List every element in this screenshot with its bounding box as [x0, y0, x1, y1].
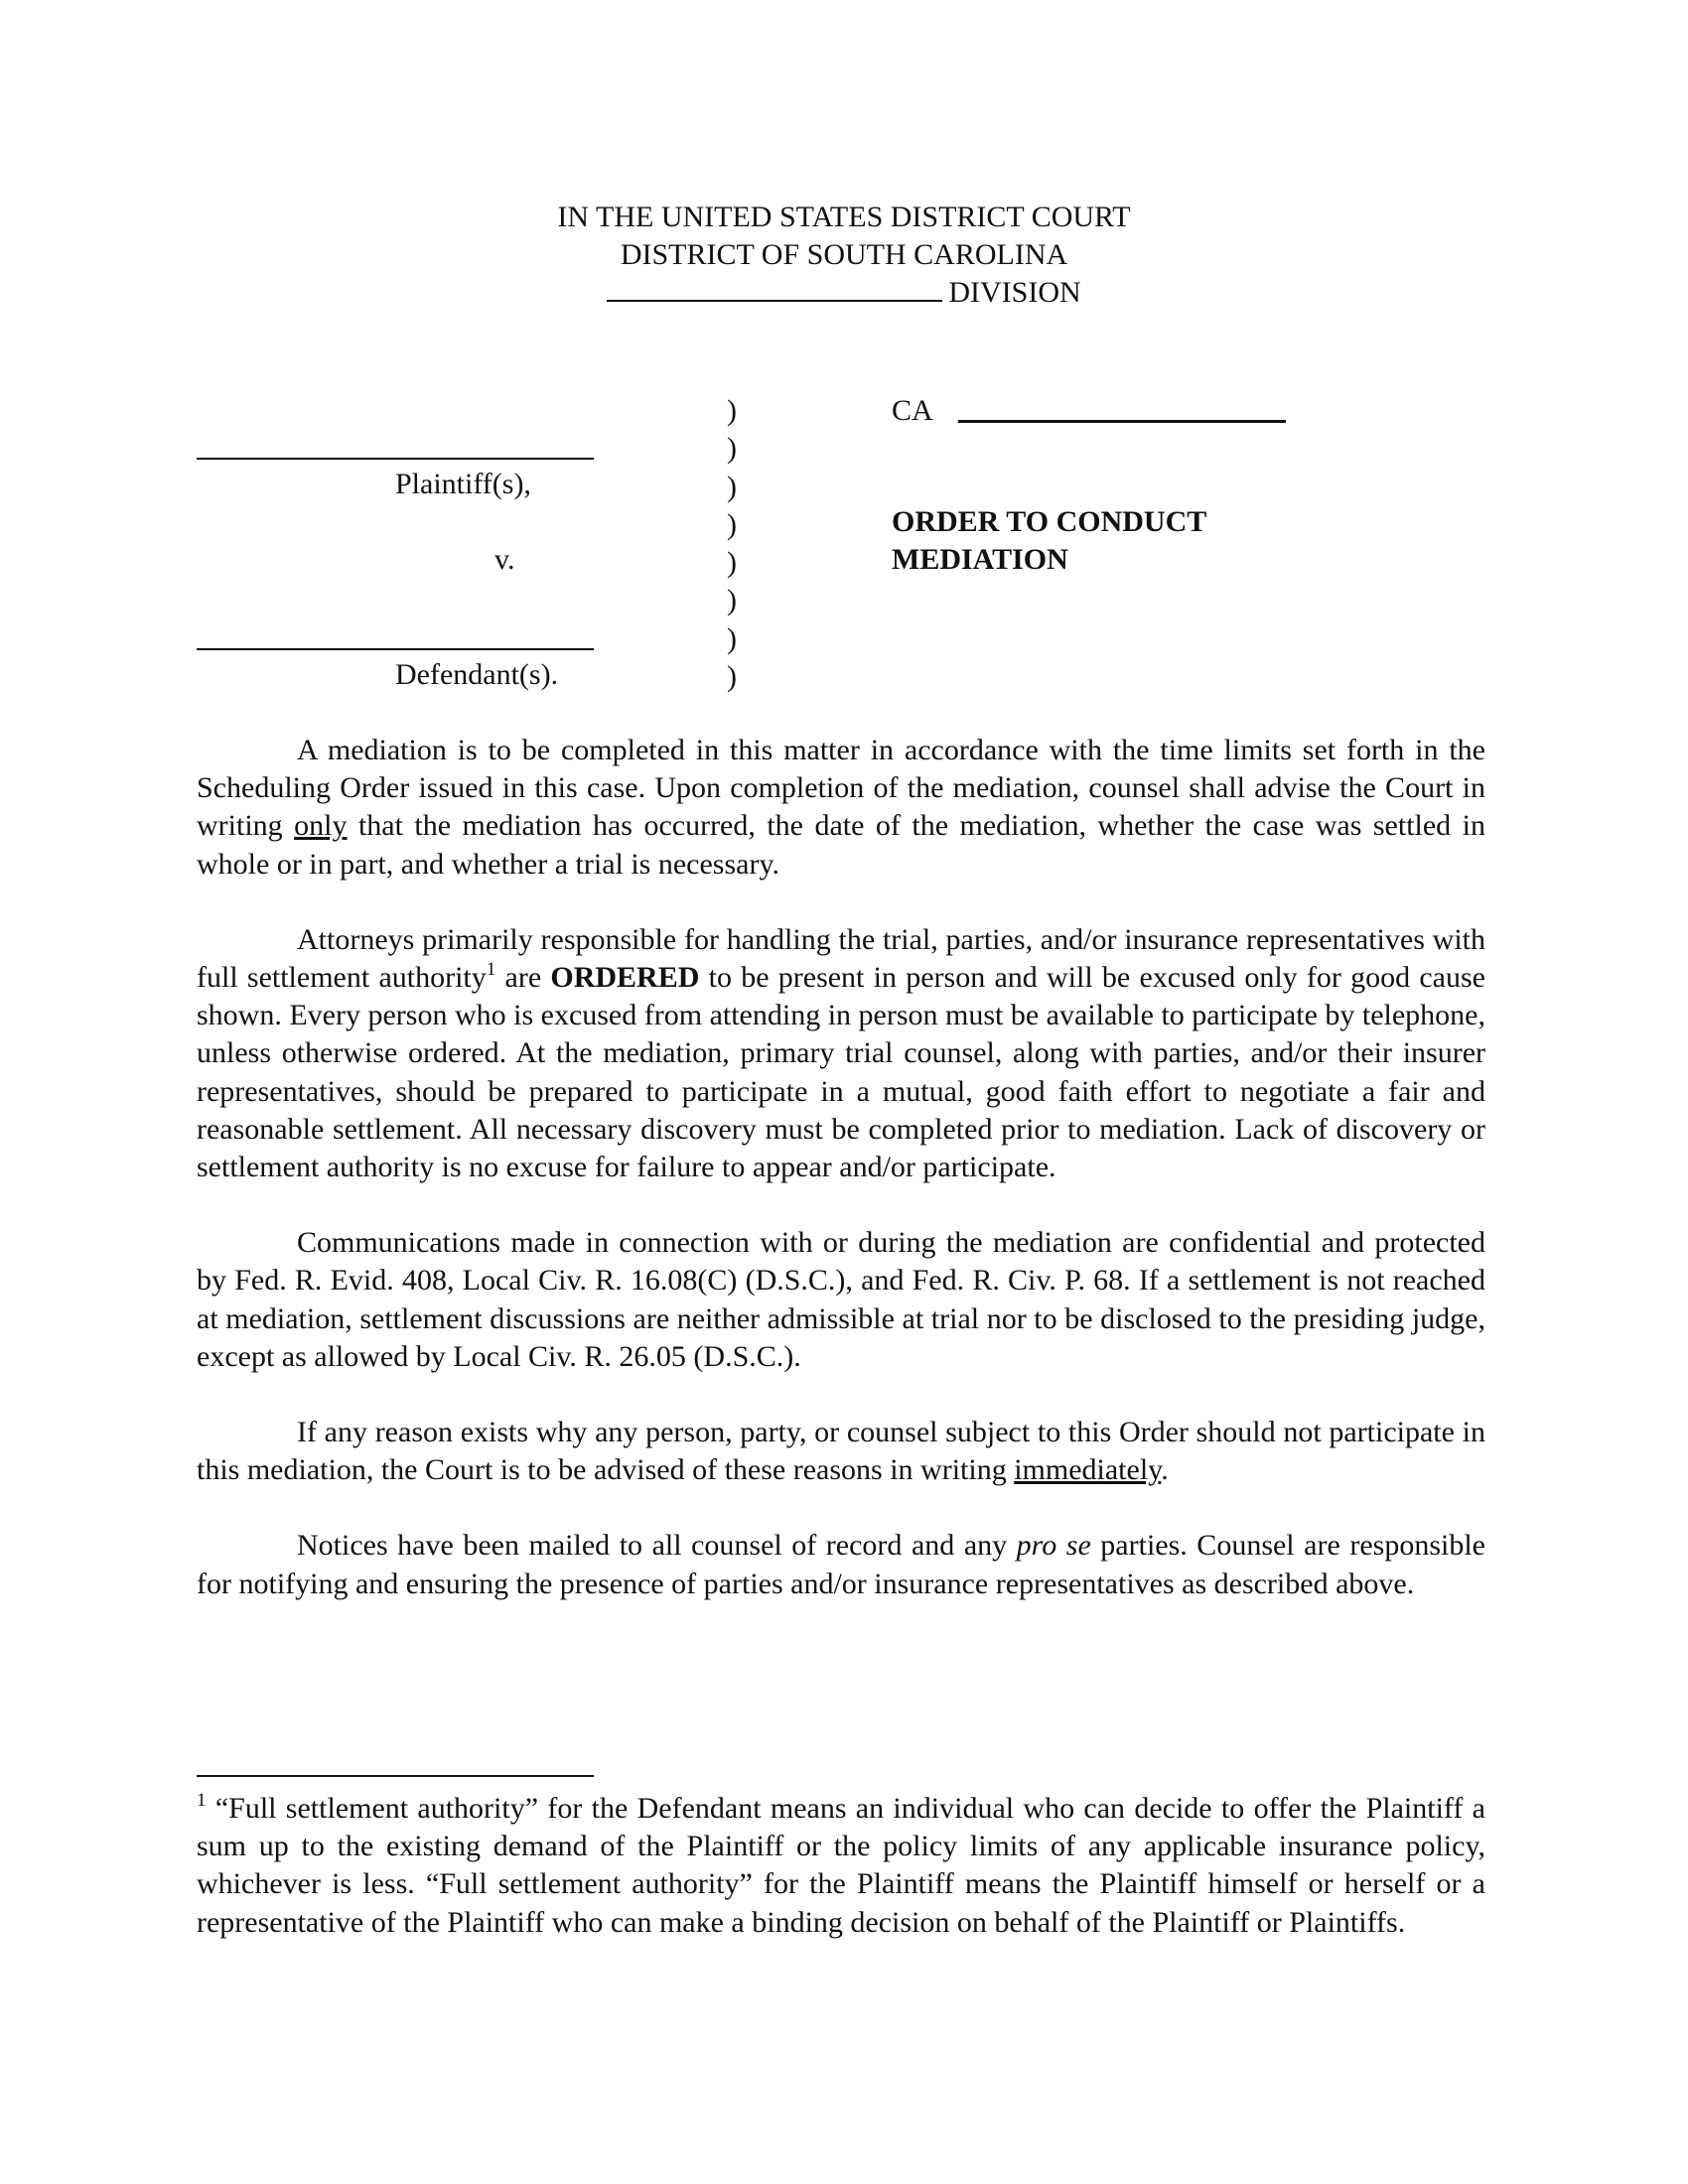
- paragraph-1-text-b: that the mediation has occurred, the date of the mediation, whether the case was settled in whole or in part, and whether a trial is necessary.: [197, 809, 1485, 881]
- defendant-blank-line: [197, 648, 594, 650]
- paragraph-1: [197, 732, 1485, 884]
- case-caption: [0, 392, 1688, 700]
- versus-label: v.: [494, 543, 515, 576]
- defendant-label: Defendant(s).: [395, 658, 559, 691]
- footnote-text: “Full settlement authority” for the Defendant means an individual who can decide to offer the Plaintiff a sum up to the existing demand of the Plaintiff or the policy limits of any applicable insurance policy, whichever is less. “Full settlement authority” for the Plaintiff means the Plaintiff himself or herself or a representative of the Plaintiff who can make a binding decision on behalf of the Plaintiff or Plaintiffs.: [197, 1792, 1485, 1939]
- paragraph-2-text-a: Attorneys primarily responsible for handling the trial, parties, and/or insurance representatives with full settlement authority: [197, 922, 1485, 995]
- paren: ): [727, 507, 737, 541]
- paragraph-2-text-b: are: [495, 961, 551, 995]
- paren: ): [727, 621, 737, 655]
- paren: ): [727, 394, 737, 427]
- paragraph-4-text-a: If any reason exists why any person, party, or counsel subject to this Order should not participate in this mediation, the Court is to be advised of these reasons in writing: [197, 1416, 1485, 1487]
- paragraph-4-text-b: .: [1161, 1453, 1169, 1487]
- footnote-1: [197, 1790, 1485, 1942]
- paragraph-2: [197, 921, 1485, 1186]
- paren: ): [727, 546, 737, 580]
- paragraph-5-text-b: parties. Counsel are responsible for notifying and ensuring the presence of parties and/or insurance representatives as described above.: [197, 1529, 1485, 1600]
- footnote-number: 1: [197, 1790, 207, 1811]
- paren: ): [727, 584, 737, 617]
- district-name: DISTRICT OF SOUTH CAROLINA: [620, 238, 1068, 271]
- paragraph-3: Communications made in connection with or during the mediation are confidential and protected by Fed. R. Evid. 408, Local Civ. R. 16.08(C) (D.S.C.), and Fed. R. Civ. P. 68. If a settlement is not reached at mediation, settlement discussions are neither admissible at trial nor to be disclosed to the presiding judge, except as allowed by Local Civ. R. 26.05 (D.S.C.).: [197, 1226, 1485, 1373]
- paren: ): [727, 470, 737, 503]
- court-header: [0, 199, 1688, 312]
- plaintiff-blank-line: [197, 458, 594, 460]
- caption-parentheses: [727, 392, 747, 696]
- emphasis-ordered: ORDERED: [550, 961, 700, 995]
- division-line: [0, 274, 1688, 312]
- paren: ): [727, 432, 737, 466]
- order-title-line1: ORDER TO CONDUCT: [892, 505, 1207, 538]
- paren: ): [727, 660, 737, 694]
- division-blank: [607, 274, 942, 302]
- footnote: [197, 1790, 1485, 1942]
- paragraph-4: [197, 1414, 1485, 1489]
- emphasis-immediately: immediately: [1014, 1453, 1162, 1487]
- emphasis-only: only: [294, 809, 348, 843]
- plaintiff-label: Plaintiff(s),: [395, 468, 531, 500]
- court-name: IN THE UNITED STATES DISTRICT COURT: [557, 201, 1131, 233]
- footnote-reference: 1: [486, 959, 496, 981]
- emphasis-pro-se: pro se: [1016, 1529, 1091, 1563]
- order-title: [892, 503, 1289, 579]
- paragraph-5-text-a: Notices have been mailed to all counsel of record and any: [297, 1529, 1017, 1563]
- paragraph-2-text-c: to be present in person and will be excused only for good cause shown. Every person who is excused from attending in person must be available to participate by telephone, unless otherwise ordered. At the mediation, primary trial counsel, along with parties, and/or their insurer representatives, should be prepared to participate in a mutual, good faith effort to negotiate a fair and reasonable settlement. All necessary discovery must be completed prior to mediation. Lack of discovery or settlement authority is no excuse for failure to appear and/or participate.: [197, 961, 1485, 1184]
- paragraph-1-text-a: A mediation is to be completed in this matter in accordance with the time limits set forth in the Scheduling Order issued in this case. Upon completion of the mediation, counsel shall advise the Court in writing: [197, 734, 1485, 843]
- case-number-label: CA: [892, 394, 933, 427]
- order-body: [197, 732, 1485, 1641]
- footnote-separator: [197, 1775, 594, 1777]
- order-title-line2: MEDIATION: [892, 543, 1068, 576]
- division-label: DIVISION: [948, 276, 1081, 309]
- case-number-blank: [958, 420, 1286, 423]
- paragraph-5: [197, 1527, 1485, 1602]
